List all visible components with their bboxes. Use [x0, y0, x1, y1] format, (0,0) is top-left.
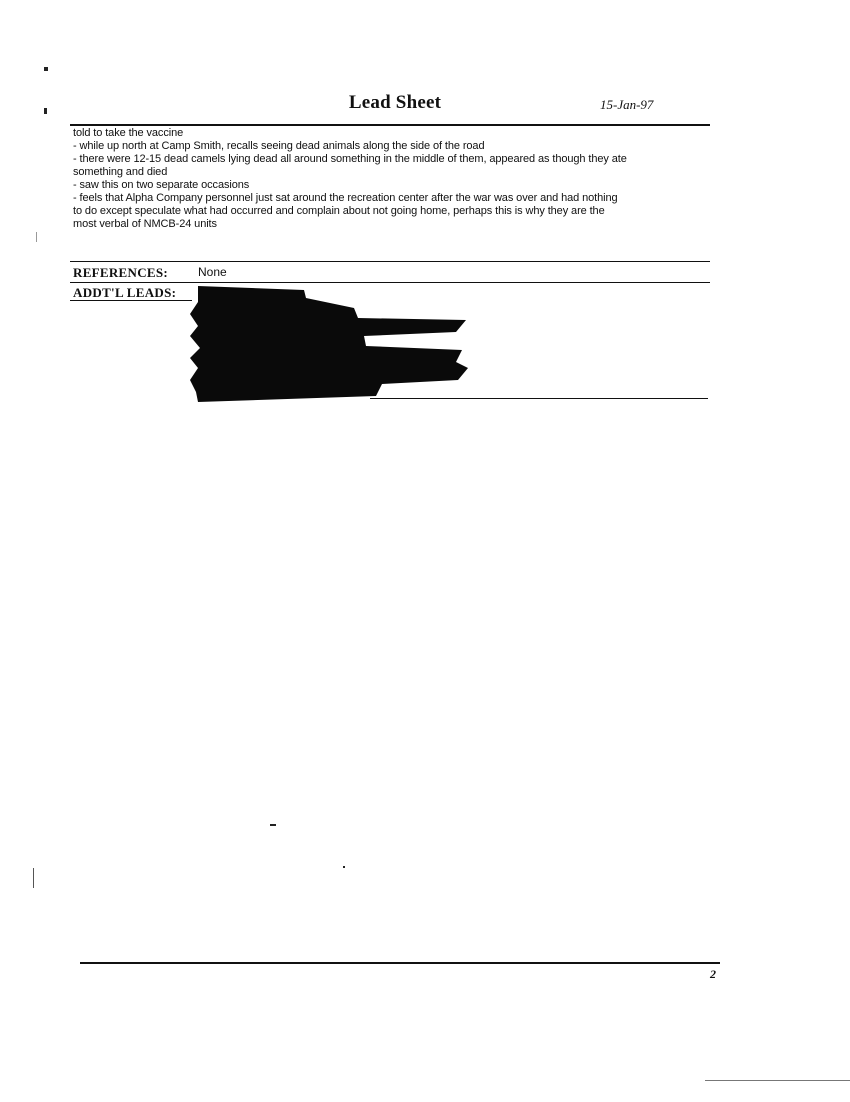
references-label: REFERENCES: — [73, 265, 169, 280]
notes-line: - while up north at Camp Smith, recalls seeing dead animals along the side of the road — [73, 140, 485, 152]
scan-speck — [44, 108, 47, 114]
notes-line: - saw this on two separate occasions — [73, 179, 250, 191]
scan-speck — [33, 868, 34, 888]
scan-edge-line — [705, 1080, 850, 1081]
scan-speck — [270, 824, 276, 826]
references-value: None — [198, 265, 227, 279]
notes-line: something and died — [73, 166, 168, 178]
notes-divider — [70, 261, 710, 262]
scan-speck — [44, 67, 48, 71]
notes-line: - there were 12-15 dead camels lying dead all around something in the middle of them, appeared as though they ate — [73, 153, 627, 165]
lead-notes — [73, 127, 713, 231]
notes-line: told to take the vaccine — [73, 127, 184, 139]
document-date: 15-Jan-97 — [600, 97, 654, 112]
header-rule — [70, 124, 710, 126]
scan-speck — [36, 232, 37, 242]
notes-line: - feels that Alpha Company personnel just sat around the recreation center after the war was over and had nothing — [73, 192, 618, 204]
addtl-leads-label: ADDT'L LEADS: — [73, 285, 177, 300]
footer-rule — [80, 962, 720, 964]
addtl-leads-underline — [70, 300, 192, 301]
addtl-leads-bottom-rule — [370, 398, 708, 399]
document-title: Lead Sheet — [348, 92, 442, 113]
page-number: 2 — [710, 967, 716, 981]
notes-line: to do except speculate what had occurred and complain about not going home, perhaps this is why they are the — [73, 205, 605, 217]
redaction-block — [186, 284, 476, 406]
references-divider — [70, 282, 710, 283]
scan-speck — [343, 866, 345, 868]
notes-line: most verbal of NMCB-24 units — [73, 218, 217, 230]
